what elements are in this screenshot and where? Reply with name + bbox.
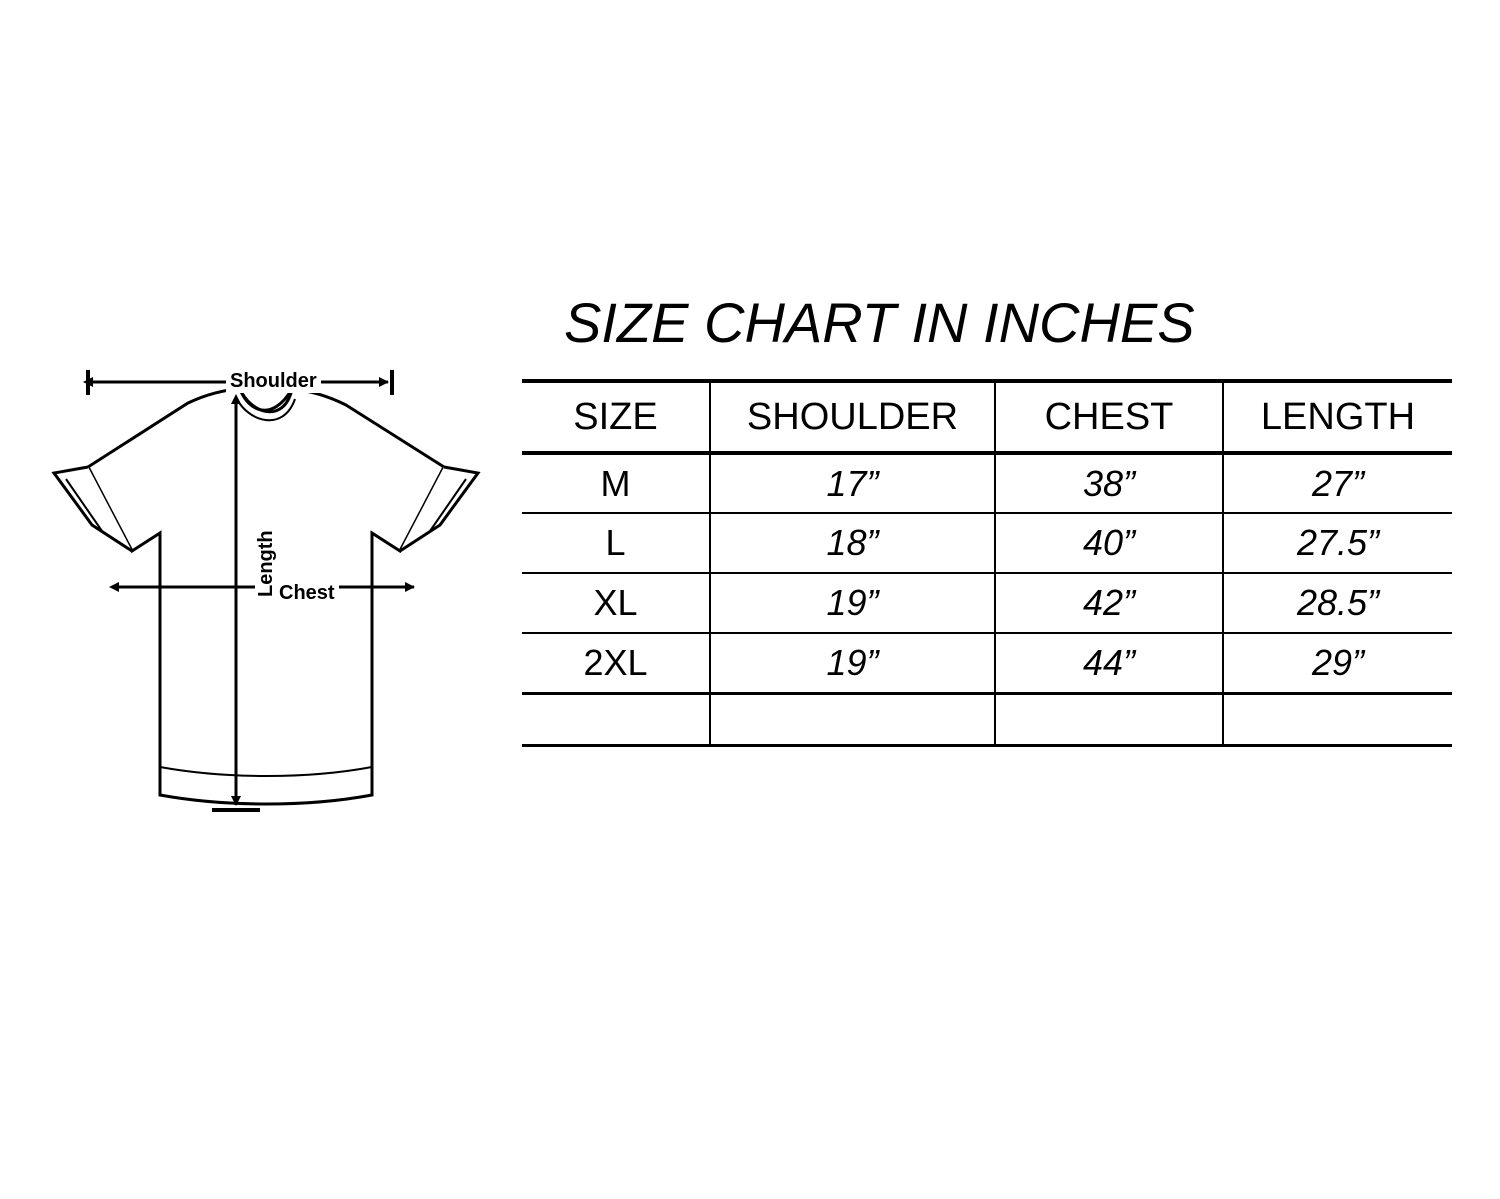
table-bottom-rule bbox=[522, 745, 1452, 747]
cell-length: 27” bbox=[1223, 453, 1452, 513]
header-shoulder: SHOULDER bbox=[710, 381, 995, 453]
table-body bbox=[522, 453, 1452, 693]
cell-shoulder: 17” bbox=[710, 453, 995, 513]
filler-cell bbox=[995, 693, 1223, 745]
cell-shoulder: 19” bbox=[710, 633, 995, 693]
cell-length: 28.5” bbox=[1223, 573, 1452, 633]
cell-size: 2XL bbox=[522, 633, 710, 693]
table-row bbox=[522, 453, 1452, 513]
cell-chest: 40” bbox=[995, 513, 1223, 573]
size-chart-panel bbox=[522, 290, 1452, 747]
filler-cell bbox=[1223, 693, 1452, 745]
table-row bbox=[522, 573, 1452, 633]
cell-chest: 44” bbox=[995, 633, 1223, 693]
shoulder-label: Shoulder bbox=[226, 370, 321, 393]
table-row bbox=[522, 513, 1452, 573]
header-row bbox=[522, 381, 1452, 453]
cell-size: L bbox=[522, 513, 710, 573]
filler-cell bbox=[710, 693, 995, 745]
header-chest: CHEST bbox=[995, 381, 1223, 453]
cell-shoulder: 18” bbox=[710, 513, 995, 573]
length-label: Length bbox=[255, 527, 278, 600]
tshirt-measurement-figure bbox=[40, 355, 500, 845]
cell-shoulder: 19” bbox=[710, 573, 995, 633]
header-length: LENGTH bbox=[1223, 381, 1452, 453]
tshirt-diagram-svg bbox=[40, 355, 500, 845]
table-row bbox=[522, 633, 1452, 693]
table-footer bbox=[522, 693, 1452, 747]
chest-label: Chest bbox=[275, 582, 339, 605]
size-chart-table bbox=[522, 379, 1452, 747]
table-header bbox=[522, 381, 1452, 453]
table-filler-row bbox=[522, 693, 1452, 745]
cell-size: XL bbox=[522, 573, 710, 633]
cell-chest: 42” bbox=[995, 573, 1223, 633]
header-size: SIZE bbox=[522, 381, 710, 453]
cell-length: 27.5” bbox=[1223, 513, 1452, 573]
cell-length: 29” bbox=[1223, 633, 1452, 693]
cell-size: M bbox=[522, 453, 710, 513]
cell-chest: 38” bbox=[995, 453, 1223, 513]
chart-title: SIZE CHART IN INCHES bbox=[564, 291, 1195, 354]
bottom-rule-cell bbox=[522, 745, 1452, 747]
filler-cell bbox=[522, 693, 710, 745]
